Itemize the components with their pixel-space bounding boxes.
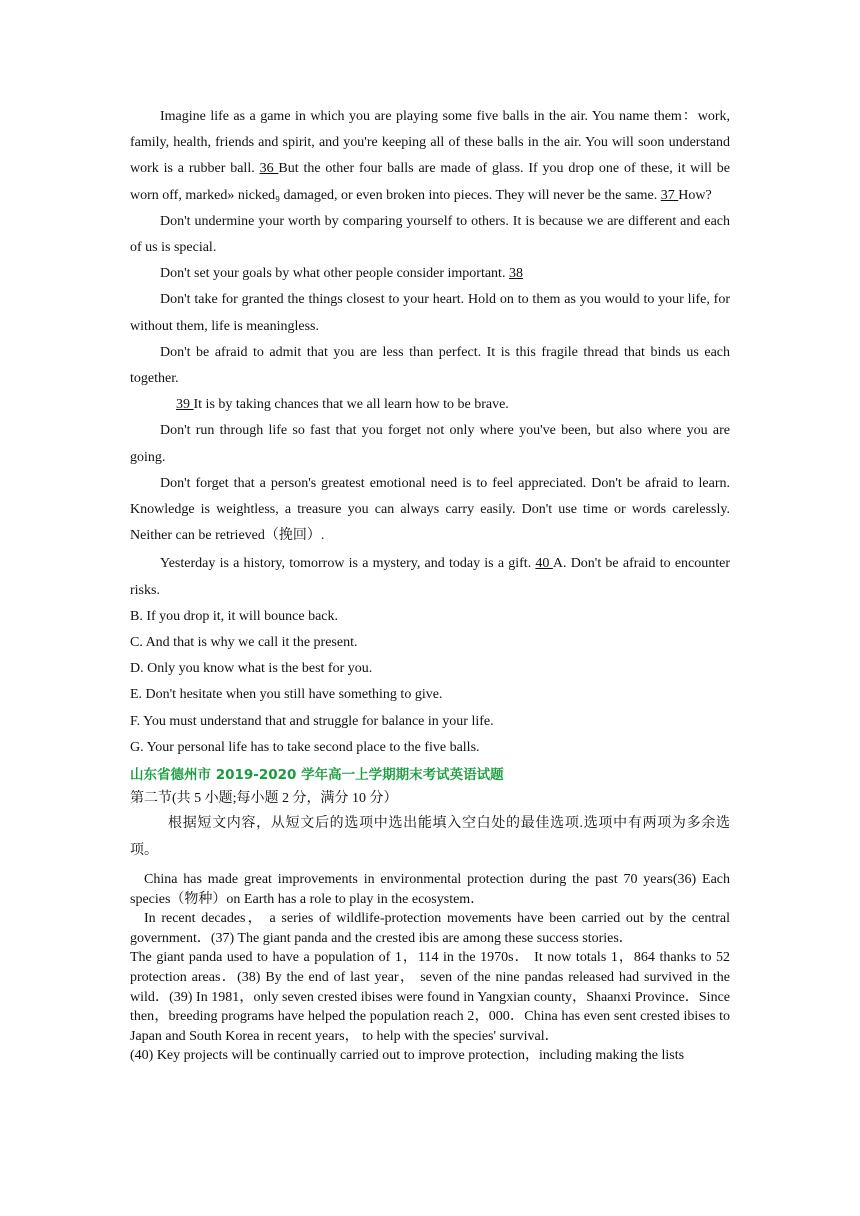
paragraph-goals	[130, 261, 730, 287]
paragraph-chances	[130, 392, 730, 418]
instructions: 根据短文内容，从短文后的选项中选出能填入空白处的最佳选项.选项中有两项为多余选项。	[130, 816, 730, 859]
text-segment: But the other four balls are made of glass. If you drop one of these, it will be worn off, marked» nicked₉ damaged, or even broken into pieces. They will never be the same.	[130, 161, 731, 203]
source-title: 山东省德州市 2019-2020 学年高一上学期期末考试英语试题	[130, 767, 504, 784]
document-body	[130, 104, 730, 1066]
paragraph-heart: Don't take for granted the things closest to your heart. Hold on to them as you would to your life, for without them, life is meaningless.	[130, 292, 730, 334]
blank-40: 40	[535, 556, 553, 572]
text-segment: Don't set your goals by what other people consider important.	[160, 266, 509, 282]
text-segment: How?	[678, 187, 712, 203]
blank-38: 38	[508, 266, 523, 282]
paragraph-worth: Don't undermine your worth by comparing yourself to others. It is because we are different and each of us is special.	[130, 213, 730, 256]
section-heading: 第二节(共 5 小题;每小题 2 分，满分 10 分）	[130, 791, 398, 807]
option-g: G. Your personal life has to take second place to the five balls.	[130, 739, 480, 755]
option-c: C. And that is why we call it the present.	[130, 635, 358, 651]
passage2-paragraph-4: (40) Key projects will be continually carried out to improve protection，including making the lists	[130, 1048, 685, 1064]
paragraph-appreciated: Don't forget that a person's greatest emotional need is to feel appreciated. Don't be afraid to learn. Knowledge is weightless, a treasure you can always carry easily. Don't use time or words carelessly. Neither can be retrieved（挽回）.	[130, 475, 730, 544]
paragraph-perfect: Don't be afraid to admit that you are less than perfect. It is this fragile thread that binds us each together.	[130, 344, 730, 387]
text-segment: Imagine life as a game in which you are playing some five balls in the air. You name them：work, family, health, friends and spirit, and you're keeping all of these balls in the air. You will soon understand work is a rubber ball.	[130, 109, 730, 177]
blank-37: 37	[660, 187, 679, 203]
passage2-paragraph-1: China has made great improvements in environmental protection during the past 70 years(36) Each species（物种）on Earth has a role to play in the ecosystem．	[130, 872, 730, 907]
paragraph-intro	[130, 104, 730, 209]
paragraph-gift	[130, 551, 730, 603]
passage2-paragraph-2: In recent decades， a series of wildlife-protection movements have been carried out by the central government．(37) The giant panda and the crested ibis are among these success stories．	[130, 911, 730, 946]
paragraph-run: Don't run through life so fast that you forget not only where you've been, but also where you are going.	[130, 423, 730, 465]
blank-36: 36	[259, 161, 279, 177]
passage2-paragraph-3: The giant panda used to have a population of 1，114 in the 1970s． It now totals 1，864 thanks to 52 protection areas．(38) By the end of last year， seven of the nine pandas released had survived in the wild．(39) In 1981，only seven crested ibises were found in Yangxian county，Shaanxi Province．Since then，breeding programs have helped the population reach 2，000．China has even sent crested ibises to Japan and South Korea in recent years， to help with the species' survival．	[130, 950, 730, 1044]
option-e: E. Don't hesitate when you still have something to give.	[130, 687, 443, 703]
text-segment: It is by taking chances that we all learn how to be brave.	[193, 397, 509, 413]
blank-39: 39	[176, 397, 194, 413]
option-b: B. If you drop it, it will bounce back.	[130, 608, 339, 624]
text-segment: Yesterday is a history, tomorrow is a mystery, and today is a gift.	[160, 556, 536, 572]
option-a: A. Don't be afraid to encounter risks.	[130, 556, 731, 598]
option-d: D. Only you know what is the best for you.	[130, 661, 373, 677]
passage-two	[130, 870, 730, 1066]
option-f: F. You must understand that and struggle for balance in your life.	[130, 713, 494, 729]
